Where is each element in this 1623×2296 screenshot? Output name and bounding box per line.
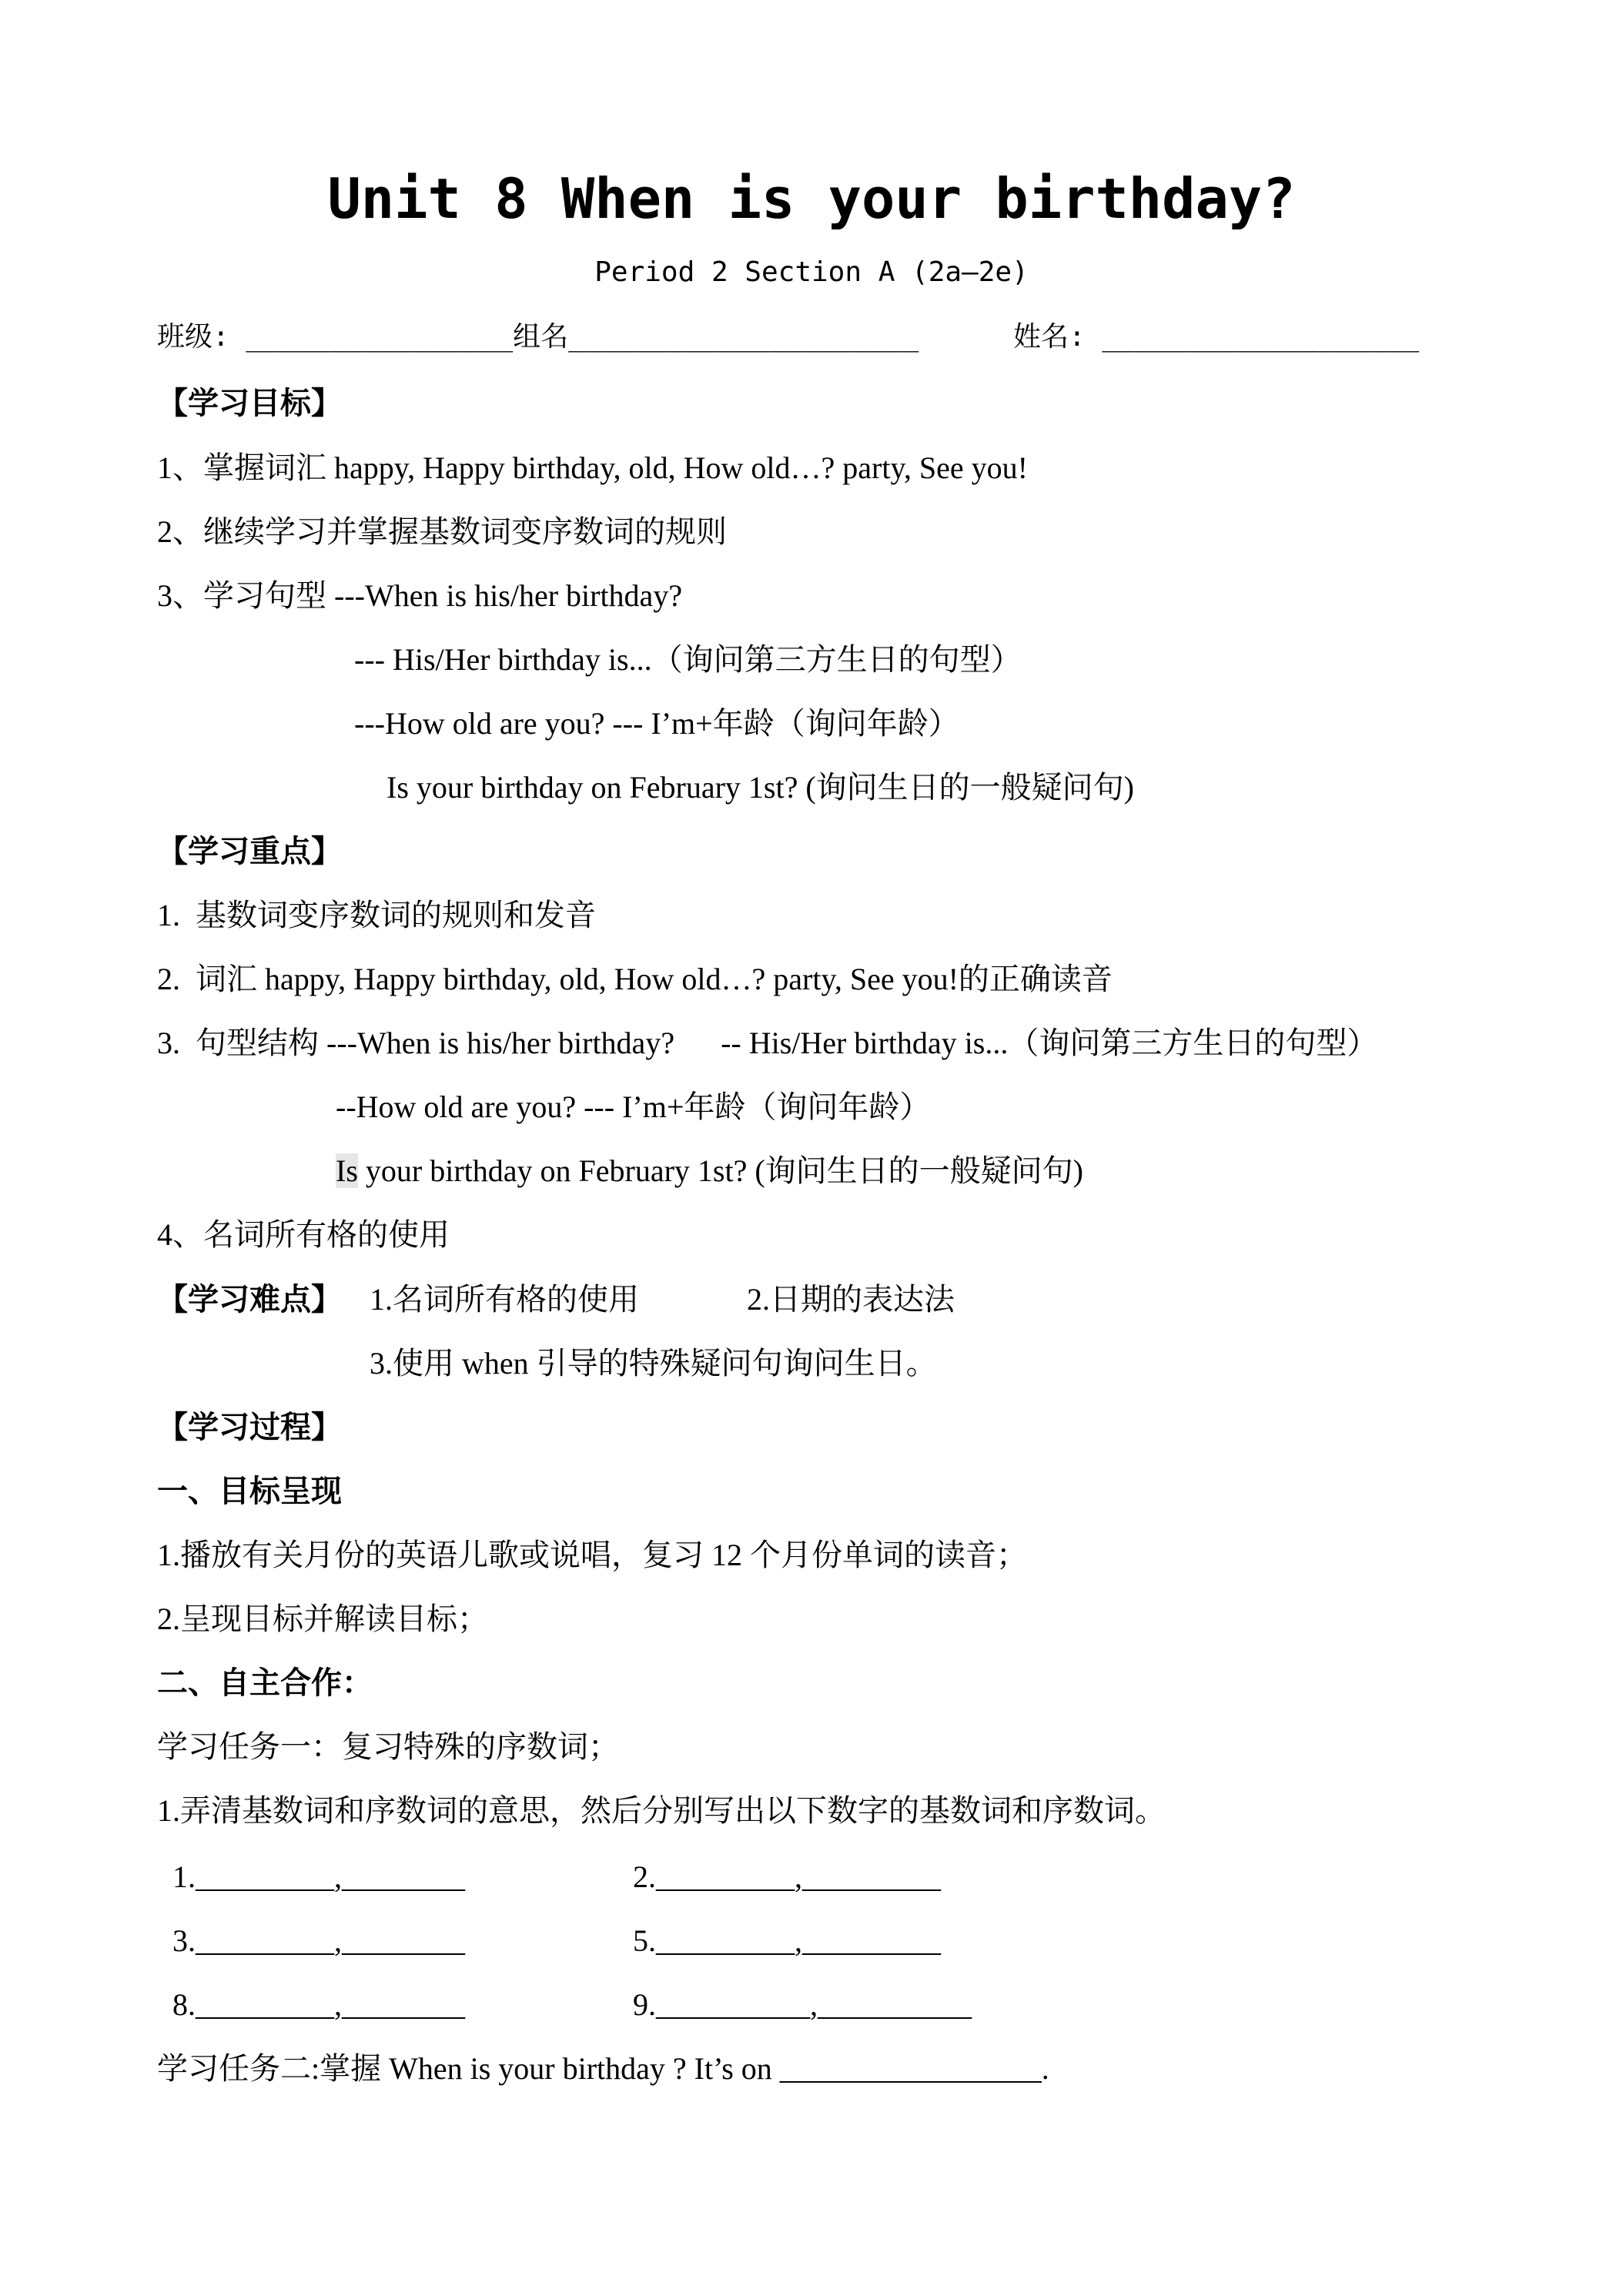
objective-item: 2、继续学习并掌握基数词变序数词的规则 [157,514,727,549]
difficulty-item: 3.使用 when 引导的特殊疑问句询问生日。 [370,1346,937,1381]
key-point-item: 2. 词汇 happy, Happy birthday, old, How old…? party, See you!的正确读音 [157,962,1113,996]
objective-item: Is your birthday on February 1st? (询问生日的一般疑问句) [387,770,1134,805]
key-point-item: 4、名词所有格的使用 [157,1217,450,1252]
ordinal-blank[interactable]: 8._________,________ [172,1987,465,2022]
section1-item: 1.播放有关月份的英语儿歌或说唱，复习 12 个月份单词的读音； [157,1538,1027,1572]
section1-heading: 一、目标呈现 [157,1474,342,1508]
key-point-item: Is your birthday on February 1st? (询问生日的一般疑问句) [336,1153,1083,1188]
ordinal-blank[interactable]: 1._________,________ [172,1859,465,1894]
student-name-field: 姓名: ___________________ [1013,321,1420,353]
difficulty-item: 2.日期的表达法 [747,1282,955,1317]
key-point-item: 1. 基数词变序数词的规则和发音 [157,898,596,932]
page-title: Unit 8 When is your birthday? [327,166,1296,231]
objective-item: 1、掌握词汇 happy, Happy birthday, old, How old…? party, See you! [157,450,1028,485]
task1-instruction: 1.弄清基数词和序数词的意思，然后分别写出以下数字的基数词和序数词。 [157,1793,1166,1828]
class-group-field: 班级: ________________组名_____________________ [157,321,919,353]
task1-text: 学习任务一：复习特殊的序数词； [157,1729,619,1764]
ordinal-blank[interactable]: 5._________,_________ [633,1923,941,1958]
objectives-heading: 【学习目标】 [157,386,342,420]
objective-item: --- His/Her birthday is...（询问第三方生日的句型） [354,642,1022,677]
objective-item: ---How old are you? --- I’m+年龄（询问年龄） [354,706,959,741]
ordinal-blank[interactable]: 2._________,_________ [633,1859,941,1894]
task2-text: 学习任务二:掌握 When is your birthday ? It’s on _________________. [157,2051,1049,2086]
difficulties-heading: 【学习难点】 [157,1282,342,1317]
difficulty-item: 1.名词所有格的使用 [370,1282,639,1317]
key-points-heading: 【学习重点】 [157,834,342,869]
section1-item: 2.呈现目标并解读目标； [157,1602,488,1636]
key-point-item: --How old are you? --- I’m+年龄（询问年龄） [336,1089,931,1124]
key-point-item: 3. 句型结构 ---When is his/her birthday? -- His/Her birthday is...（询问第三方生日的句型） [157,1026,1378,1060]
ordinal-blank[interactable]: 3._________,________ [172,1923,465,1958]
page-subtitle: Period 2 Section A (2a—2e) [594,256,1029,288]
section2-heading: 二、自主合作： [157,1665,373,1700]
objective-item: 3、学习句型 ---When is his/her birthday? [157,578,683,613]
highlighted-word: Is [336,1153,358,1188]
ordinal-blank[interactable]: 9.__________,__________ [633,1987,972,2022]
process-heading: 【学习过程】 [157,1410,342,1444]
